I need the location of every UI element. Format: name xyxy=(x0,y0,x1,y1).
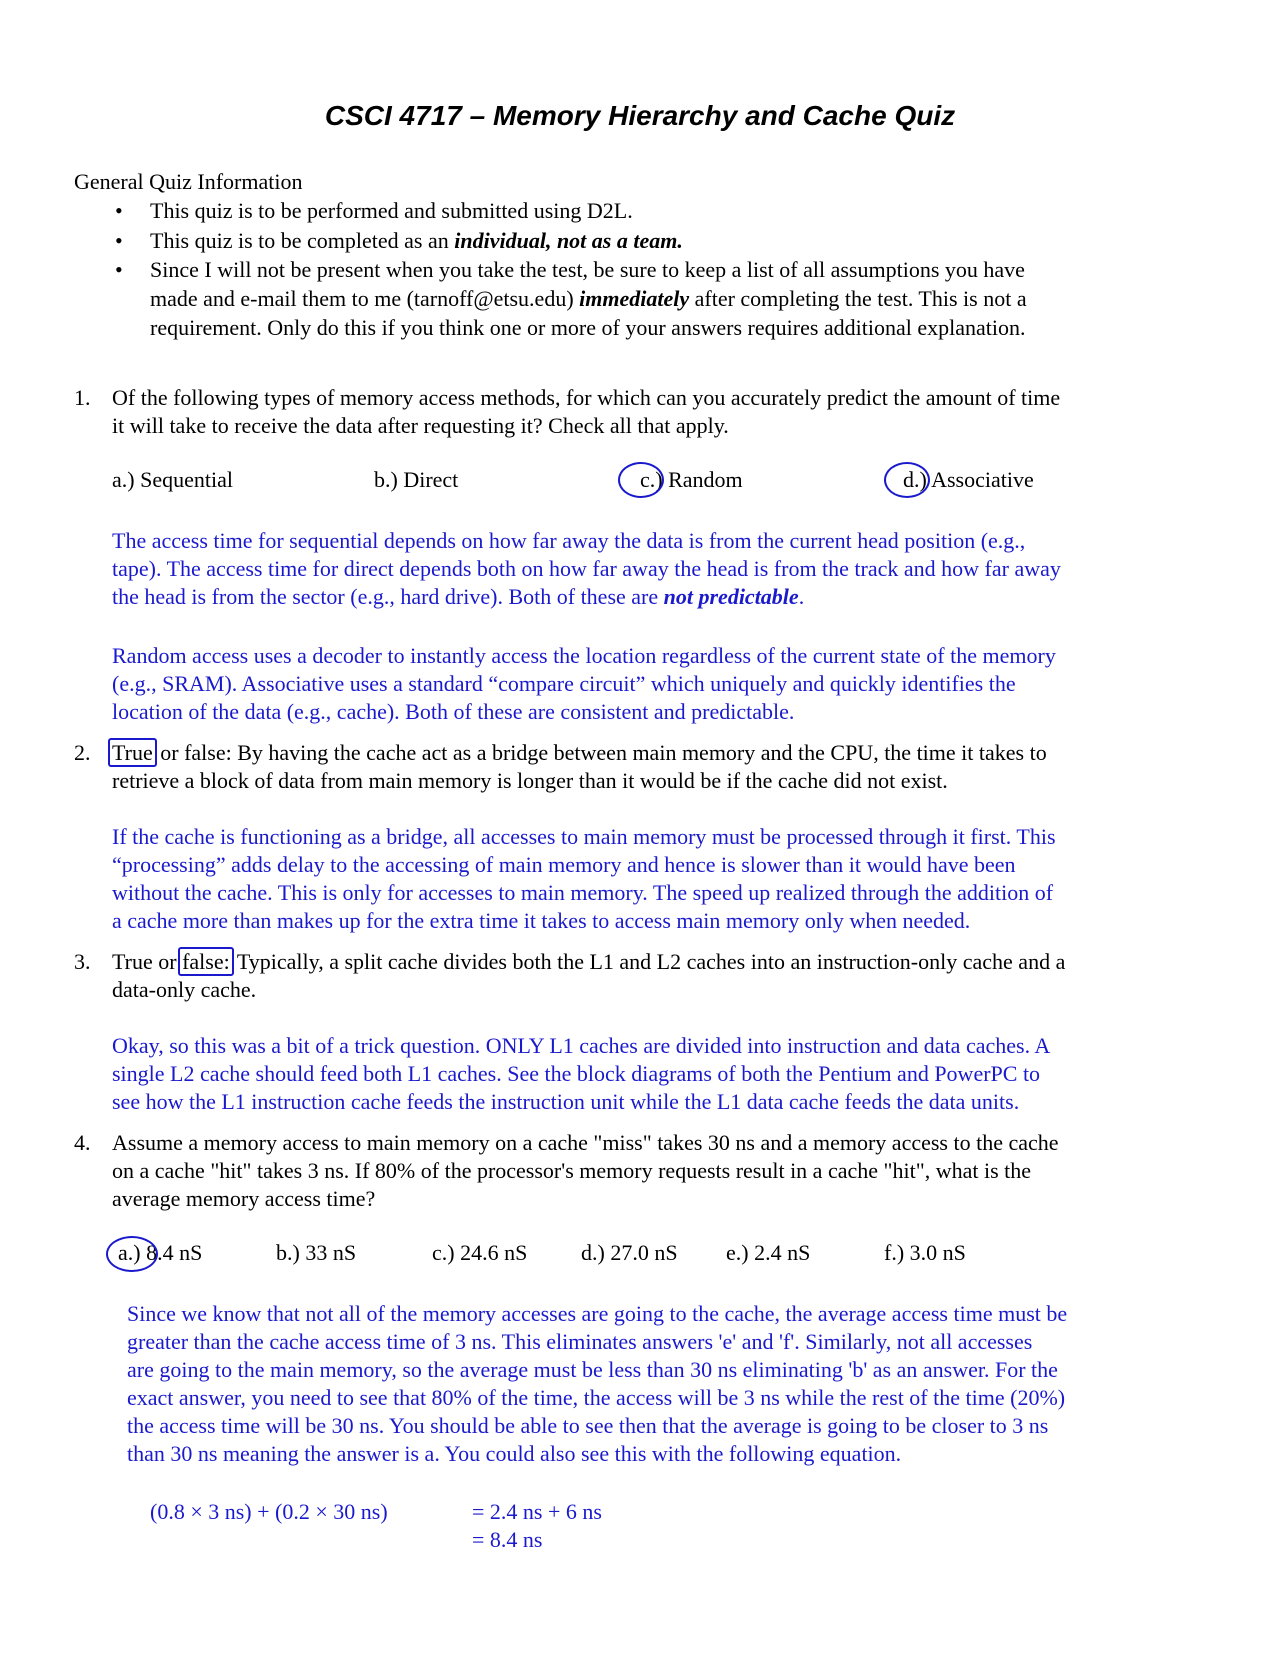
q4-option-b: b.) 33 nS xyxy=(276,1240,357,1265)
general-bullet-3-line-3: requirement. Only do this if you think one or more of your answers requires additional explanation. xyxy=(150,315,1026,340)
q4-option-e: e.) 2.4 nS xyxy=(726,1240,811,1265)
equation-left: (0.8 × 3 ns) + (0.2 × 30 ns) xyxy=(150,1499,388,1524)
selected-answer-circle xyxy=(884,462,930,498)
q4-answer-line-1: Since we know that not all of the memory accesses are going to the cache, the average access time must be xyxy=(127,1301,1068,1326)
q4-answer-line-2: greater than the cache access time of 3 ns. This eliminates answers 'e' and 'f'. Similarly, not all accesses xyxy=(127,1329,1033,1354)
q1-answer-1-line-3: the head is from the sector (e.g., hard drive). Both of these are not predictable. xyxy=(112,584,805,609)
q1-option-a: a.) Sequential xyxy=(112,467,233,492)
general-bullet-3-line-1: Since I will not be present when you take the test, be sure to keep a list of all assumptions you have xyxy=(150,257,1025,282)
q4-text-line-3: average memory access time? xyxy=(112,1186,376,1211)
q3-answer-line-3: see how the L1 instruction cache feeds the instruction unit while the L1 data cache feeds the data units. xyxy=(112,1089,1020,1114)
bullet-icon: • xyxy=(115,257,123,282)
general-bullet-3-line-2: made and e-mail them to me (tarnoff@etsu.edu) immediately after completing the test. This is not a xyxy=(150,286,1027,311)
q1-answer-2-line-3: location of the data (e.g., cache). Both of these are consistent and predictable. xyxy=(112,699,795,724)
q4-answer-line-3: are going to the main memory, so the average must be less than 30 ns eliminating 'b' as an answer. For the xyxy=(127,1357,1058,1382)
selected-answer-circle xyxy=(106,1236,158,1272)
page-title: CSCI 4717 – Memory Hierarchy and Cache Quiz xyxy=(324,100,956,131)
q4-option-f: f.) 3.0 nS xyxy=(884,1240,966,1265)
q3-text-line-2: data-only cache. xyxy=(112,977,257,1002)
q1-option-b: b.) Direct xyxy=(374,467,459,492)
q2-text-line-1: True or false: By having the cache act as a bridge between main memory and the CPU, the time it takes to xyxy=(112,739,1047,768)
q4-option-d: d.) 27.0 nS xyxy=(581,1240,678,1265)
q1-answer-2-line-1: Random access uses a decoder to instantly access the location regardless of the current state of the memory xyxy=(112,643,1056,668)
q1-option-c: c.) Random xyxy=(640,467,743,492)
q4-answer-line-6: than 30 ns meaning the answer is a. You could also see this with the following equation. xyxy=(127,1441,902,1466)
q4-option-a: a.) 8.4 nS xyxy=(118,1240,203,1265)
q2-text-line-2: retrieve a block of data from main memory is longer than it would be if the cache did not exist. xyxy=(112,768,948,793)
q2-answer-line-1: If the cache is functioning as a bridge, all accesses to main memory must be processed through it first. This xyxy=(112,824,1056,849)
question-number: 3. xyxy=(74,949,91,974)
selected-answer-box: True xyxy=(108,738,157,767)
selected-answer-box: false: xyxy=(178,947,234,976)
q4-answer-line-4: exact answer, you need to see that 80% of the time, the access will be 3 ns while the rest of the time (20%) xyxy=(127,1385,1066,1410)
q2-answer-line-4: a cache more than makes up for the extra time it takes to access main memory only when needed. xyxy=(112,908,971,933)
q2-answer-line-3: without the cache. This is only for accesses to main memory. The speed up realized through the addition of xyxy=(112,880,1054,905)
selected-answer-circle xyxy=(618,462,664,498)
q1-answer-2-line-2: (e.g., SRAM). Associative uses a standard “compare circuit” which uniquely and quickly identifies the xyxy=(112,671,1016,696)
question-number: 1. xyxy=(74,385,91,410)
q4-text-line-2: on a cache "hit" takes 3 ns. If 80% of the processor's memory requests result in a cache "hit", what is the xyxy=(112,1158,1032,1183)
equation-right-1: = 2.4 ns + 6 ns xyxy=(472,1499,602,1524)
q1-answer-1-line-1: The access time for sequential depends on how far away the data is from the current head position (e.g., xyxy=(112,528,1026,553)
q4-answer-line-5: the access time will be 30 ns. You should be able to see then that the average is going to be closer to 3 ns xyxy=(127,1413,1049,1438)
equation-right-2: = 8.4 ns xyxy=(472,1527,543,1552)
q1-text-line-1: Of the following types of memory access methods, for which can you accurately predict the amount of time xyxy=(112,385,1061,410)
q1-option-d: d.) Associative xyxy=(903,467,1034,492)
question-number: 2. xyxy=(74,740,91,765)
q1-text-line-2: it will take to receive the data after requesting it? Check all that apply. xyxy=(112,413,729,438)
q3-text-line-1: True or false: Typically, a split cache divides both the L1 and L2 caches into an instruction-only cache and a xyxy=(112,949,1066,974)
general-bullet-2: This quiz is to be completed as an individual, not as a team. xyxy=(150,228,683,253)
q4-text-line-1: Assume a memory access to main memory on a cache "miss" takes 30 ns and a memory access to the cache xyxy=(112,1130,1059,1155)
general-bullet-1: This quiz is to be performed and submitted using D2L. xyxy=(150,198,633,223)
q2-answer-line-2: “processing” adds delay to the accessing of main memory and hence is slower than it would have been xyxy=(112,852,1016,877)
q3-answer-line-1: Okay, so this was a bit of a trick question. ONLY L1 caches are divided into instruction and data caches. A xyxy=(112,1033,1051,1058)
q3-answer-line-2: single L2 cache should feed both L1 caches. See the block diagrams of both the Pentium and PowerPC to xyxy=(112,1061,1041,1086)
q1-answer-1-line-2: tape). The access time for direct depends both on how far away the head is from the track and how far away xyxy=(112,556,1061,581)
bullet-icon: • xyxy=(115,198,123,223)
q4-option-c: c.) 24.6 nS xyxy=(432,1240,528,1265)
general-heading: General Quiz Information xyxy=(74,169,303,194)
bullet-icon: • xyxy=(115,228,123,253)
question-number: 4. xyxy=(74,1130,91,1155)
